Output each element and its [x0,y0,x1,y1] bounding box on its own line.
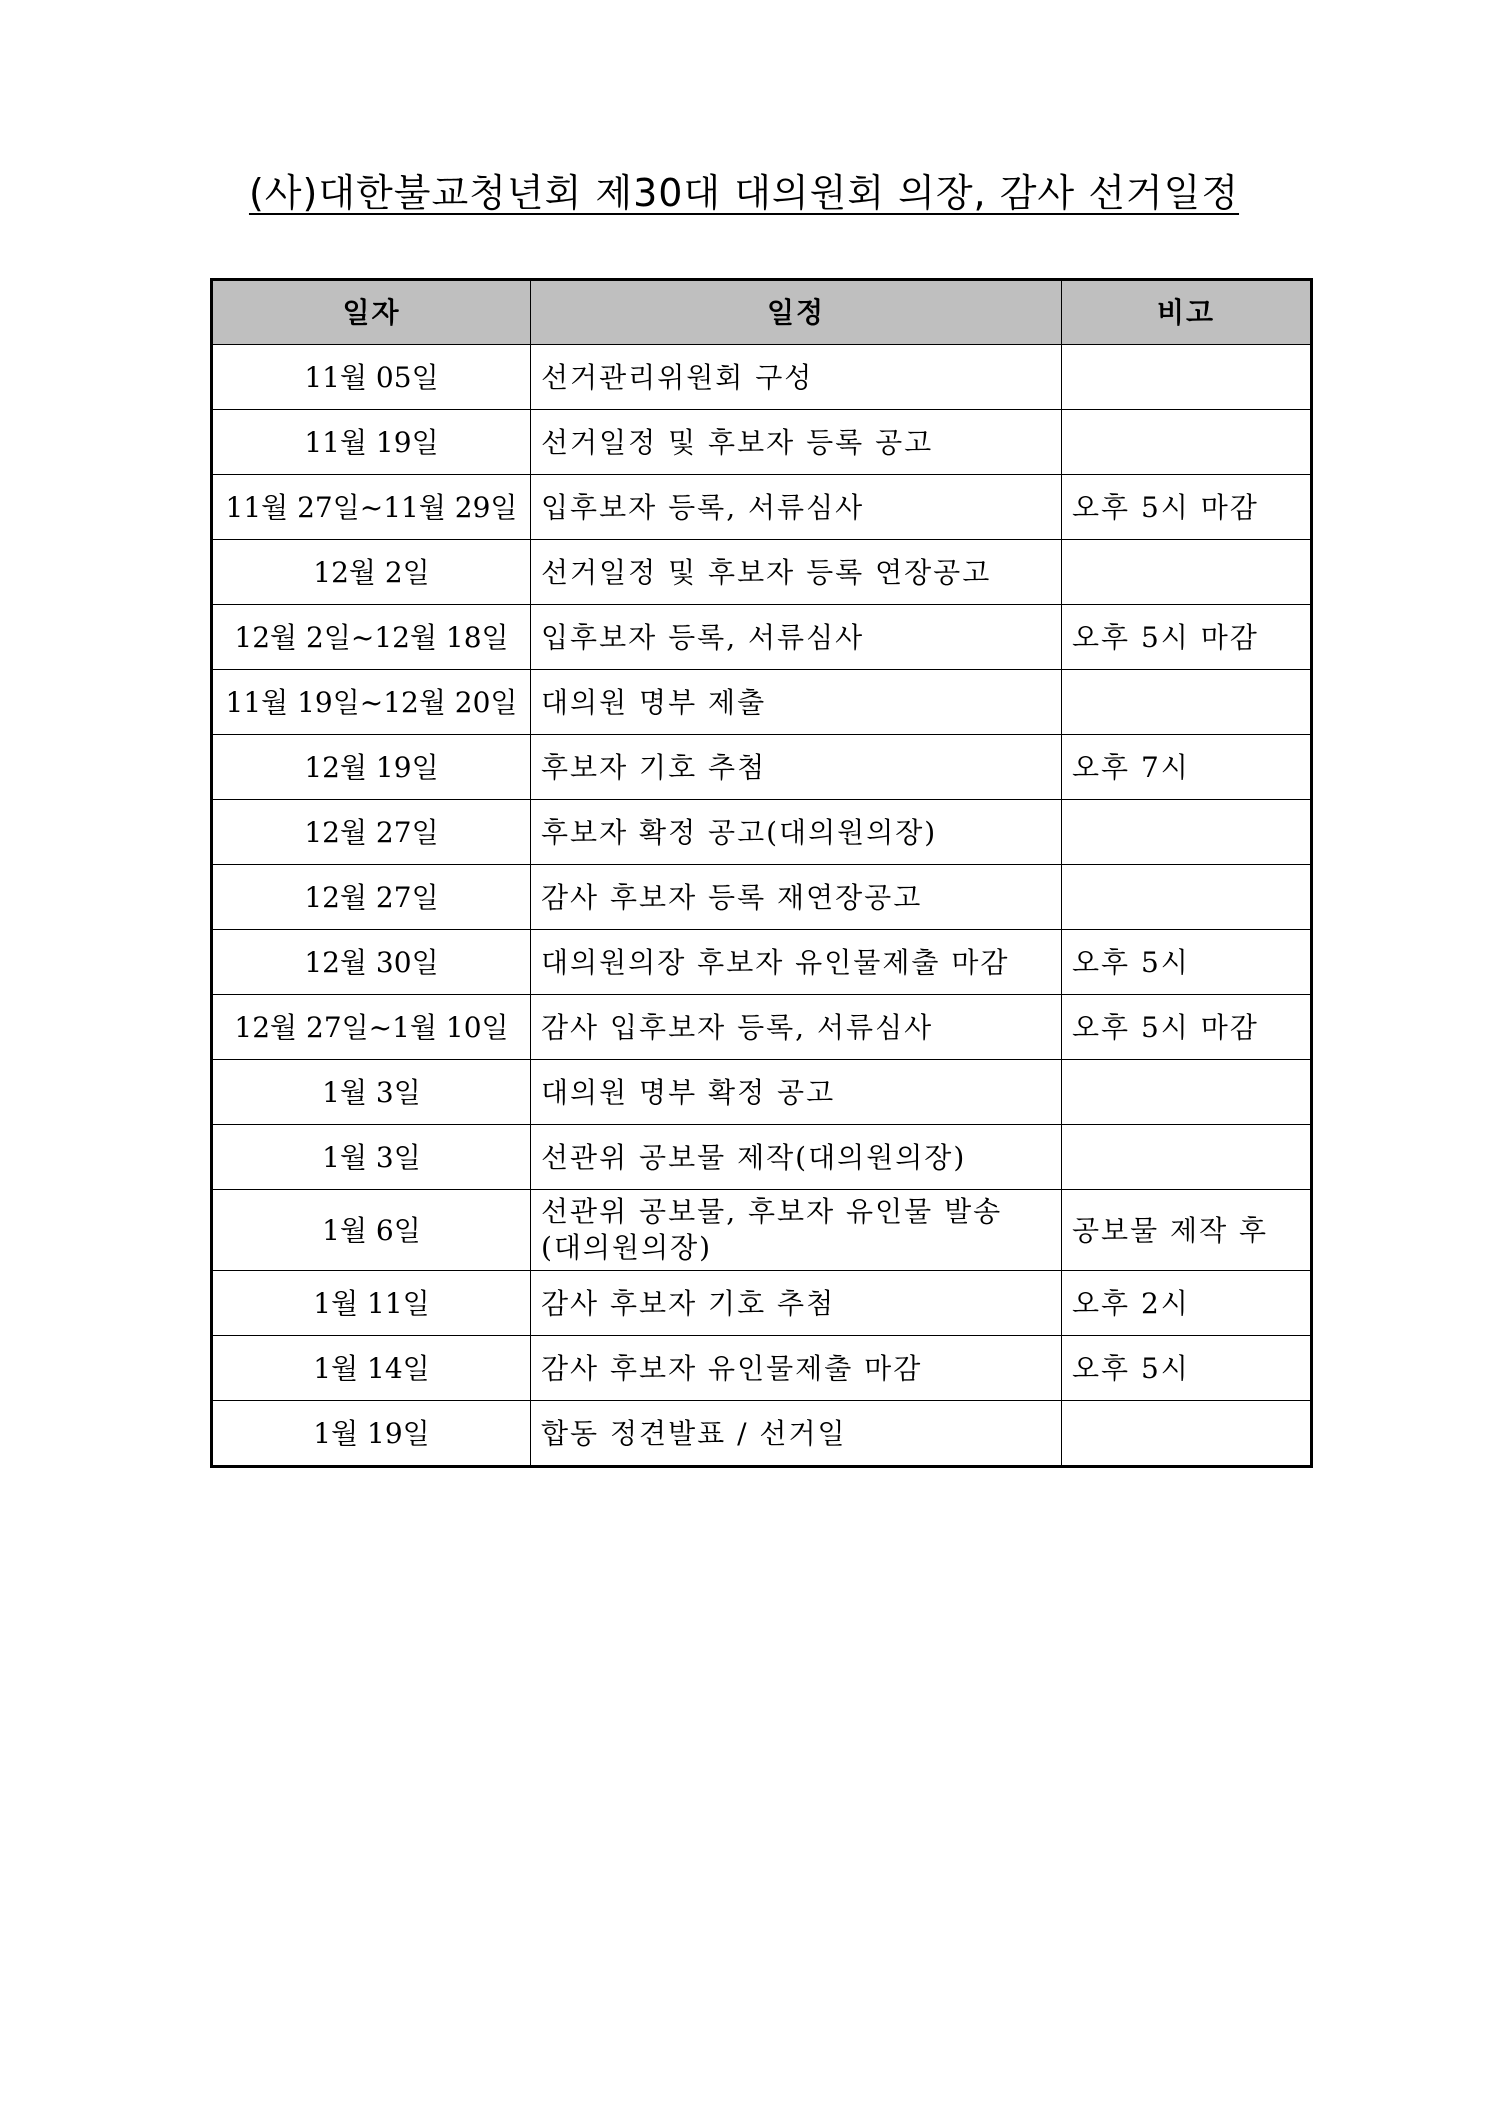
row-note [1062,670,1312,735]
header-note: 비고 [1062,280,1312,345]
row-event: 대의원의장 후보자 유인물제출 마감 [531,930,1062,995]
row-event: 후보자 확정 공고(대의원의장) [531,800,1062,865]
row-date: 12월 2일 [212,540,531,605]
table-row [212,475,1312,540]
table-row [212,865,1312,930]
table-row [212,410,1312,475]
row-date: 11월 27일~11월 29일 [212,475,531,540]
table-header-row [212,280,1312,345]
row-note [1062,1125,1312,1190]
row-date: 1월 19일 [212,1401,531,1467]
row-event: 대의원 명부 제출 [531,670,1062,735]
row-date: 12월 30일 [212,930,531,995]
row-event: 입후보자 등록, 서류심사 [531,475,1062,540]
row-event: 감사 후보자 등록 재연장공고 [531,865,1062,930]
row-date: 1월 3일 [212,1060,531,1125]
header-event: 일정 [531,280,1062,345]
row-note [1062,865,1312,930]
table-row [212,1271,1312,1336]
table-row [212,1190,1312,1271]
row-note: 오후 5시 [1062,930,1312,995]
row-event: 합동 정견발표 / 선거일 [531,1401,1062,1467]
page-title-text: (사)대한불교청년회 제30대 대의원회 의장, 감사 선거일정 [248,171,1240,215]
row-event: 선거일정 및 후보자 등록 공고 [531,410,1062,475]
table-row [212,800,1312,865]
row-date: 11월 05일 [212,345,531,410]
table-row [212,540,1312,605]
page-title [0,168,1488,218]
row-event: 선관위 공보물 제작(대의원의장) [531,1125,1062,1190]
table-row [212,995,1312,1060]
row-event: 감사 후보자 기호 추첨 [531,1271,1062,1336]
row-event: 선거관리위원회 구성 [531,345,1062,410]
row-date: 1월 14일 [212,1336,531,1401]
row-date: 12월 19일 [212,735,531,800]
row-date: 12월 27일 [212,865,531,930]
table-row [212,1336,1312,1401]
row-event: 선거일정 및 후보자 등록 연장공고 [531,540,1062,605]
header-date: 일자 [212,280,531,345]
row-date: 12월 27일~1월 10일 [212,995,531,1060]
table-row [212,1401,1312,1467]
row-note [1062,540,1312,605]
row-event: 선관위 공보물, 후보자 유인물 발송 (대의원의장) [531,1190,1062,1271]
row-note: 오후 5시 마감 [1062,475,1312,540]
table-row [212,345,1312,410]
row-date: 12월 27일 [212,800,531,865]
row-note: 오후 5시 마감 [1062,995,1312,1060]
row-note: 공보물 제작 후 [1062,1190,1312,1271]
row-note: 오후 2시 [1062,1271,1312,1336]
row-date: 1월 3일 [212,1125,531,1190]
table-row [212,670,1312,735]
row-date: 12월 2일~12월 18일 [212,605,531,670]
table-row [212,1060,1312,1125]
row-note: 오후 5시 마감 [1062,605,1312,670]
election-schedule-table [210,278,1313,1468]
table-row [212,930,1312,995]
row-note [1062,1060,1312,1125]
row-date: 11월 19일 [212,410,531,475]
row-event: 입후보자 등록, 서류심사 [531,605,1062,670]
row-event: 감사 후보자 유인물제출 마감 [531,1336,1062,1401]
table-row [212,605,1312,670]
row-date: 1월 6일 [212,1190,531,1271]
row-event: 감사 입후보자 등록, 서류심사 [531,995,1062,1060]
row-note [1062,410,1312,475]
row-note [1062,800,1312,865]
row-date: 11월 19일~12월 20일 [212,670,531,735]
row-note [1062,345,1312,410]
row-note [1062,1401,1312,1467]
table-row [212,735,1312,800]
row-event: 대의원 명부 확정 공고 [531,1060,1062,1125]
table-row [212,1125,1312,1190]
row-event: 후보자 기호 추첨 [531,735,1062,800]
row-note: 오후 7시 [1062,735,1312,800]
row-note: 오후 5시 [1062,1336,1312,1401]
row-date: 1월 11일 [212,1271,531,1336]
